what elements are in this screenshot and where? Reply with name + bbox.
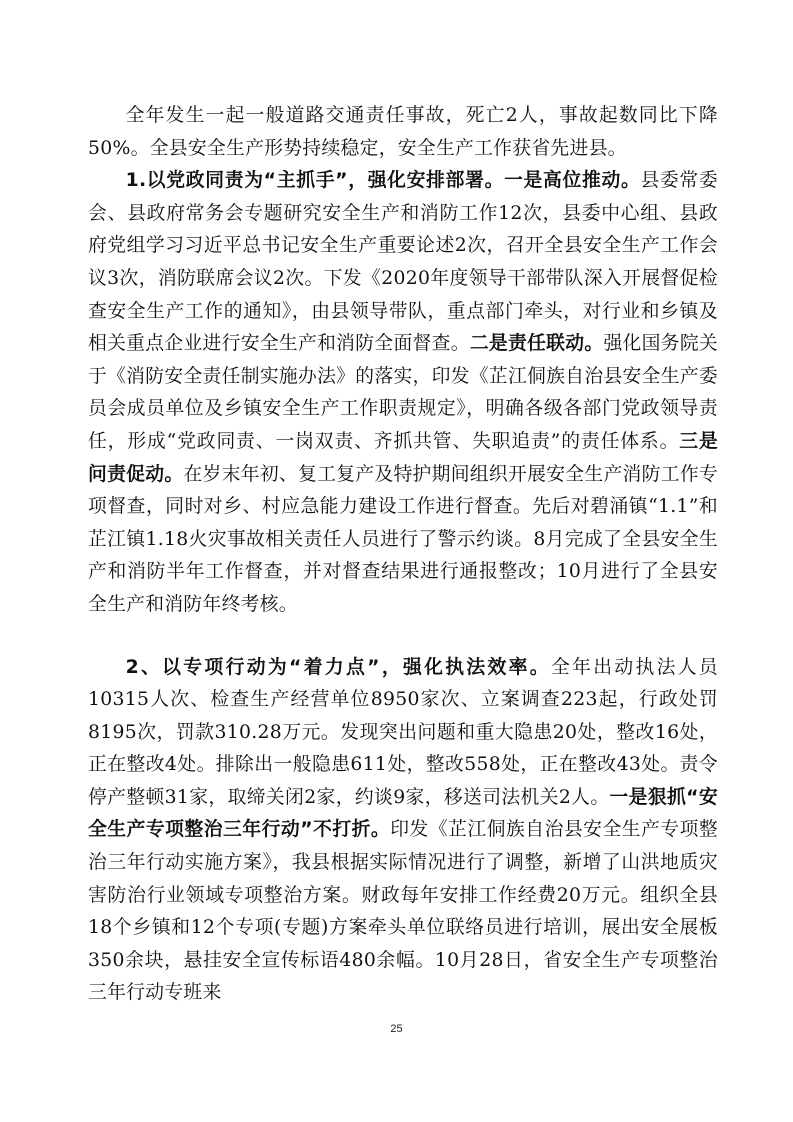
section-1-sub2-text: 强化国务院关于《消防安全责任制实施办法》的落实，印发《芷江侗族自治县安全生产委员会成员单位及乡镇安全生产工作职责规定》，明确各级各部门党政领导责任，形成“党政同责、一岗双责、齐抓共管、失职追责”的责任体系。 — [88, 333, 718, 452]
section-2-sub1-title: 一是狠抓“安全生产专项整治三年行动”不打折。 — [88, 786, 718, 841]
section-1-sub1-text: 县委常委会、县政府常务会专题研究安全生产和消防工作12次，县委中心组、县政府党组学习习近平总书记安全生产重要论述2次，召开全县安全生产工作会议3次，消防联席会议2次。下发《2020年度领导干部带队深入开展督促检查安全生产工作的通知》，由县领导带队，重点部门牵头，对行业和乡镇及相关重点企业进行安全生产和消防全面督查。 — [88, 170, 718, 355]
section-1-heading: 1.以党政同责为“主抓手”，强化安排部署。 — [125, 170, 505, 192]
section-1-sub3-text: 在岁末年初、复工复产及特护期间组织开展安全生产消防工作专项督查，同时对乡、村应急能力建设工作进行督查。先后对碧涌镇“1.1”和芷江镇1.18火灾事故相关责任人员进行了警示约谈。8月完成了全县安全生产和消防半年工作督查，并对督查结果进行通报整改；10月进行了全县安全生产和消防年终考核。 — [88, 463, 719, 615]
section-1-paragraph — [88, 165, 718, 621]
section-1-sub3-title: 三是问责促动。 — [88, 430, 718, 485]
section-1-sub2-title: 二是责任联动。 — [469, 333, 604, 355]
section-2-sub1-text: 印发《芷江侗族自治县安全生产专项整治三年行动实施方案》，我县根据实际情况进行了调整，新增了山洪地质灾害防治行业领域专项整治方案。财政每年安排工作经费20万元。组织全县18个乡镇和12个专项(专题)方案牵头单位联络员进行培训，展出安全展板350余块，悬挂安全宣传标语480余幅。10月28日，省安全生产专项整治三年行动专班来 — [88, 819, 718, 1004]
intro-paragraph — [88, 100, 718, 165]
section-1-sub1-title: 一是高位推动。 — [504, 170, 641, 192]
section-spacer — [88, 622, 718, 652]
page-number: 25 — [390, 1023, 403, 1035]
section-2-paragraph — [88, 652, 718, 1011]
section-2-text: 全年出动执法人员10315人次、检查生产经营单位8950家次、立案调查223起，行政处罚8195次，罚款310.28万元。发现突出问题和重大隐患20处，整改16处，正在整改4处。排除出一般隐患611处，整改558处，正在整改43处。责令停产整顿31家，取缔关闭2家，约谈9家，移送司法机关2人。 — [88, 656, 718, 808]
section-2-heading: 2、以专项行动为“着力点”，强化执法效率。 — [125, 656, 551, 678]
document-body — [88, 100, 718, 1010]
intro-text: 全年发生一起一般道路交通责任事故，死亡2人，事故起数同比下降50%。全县安全生产形势持续稳定，安全生产工作获省先进县。 — [88, 105, 718, 159]
